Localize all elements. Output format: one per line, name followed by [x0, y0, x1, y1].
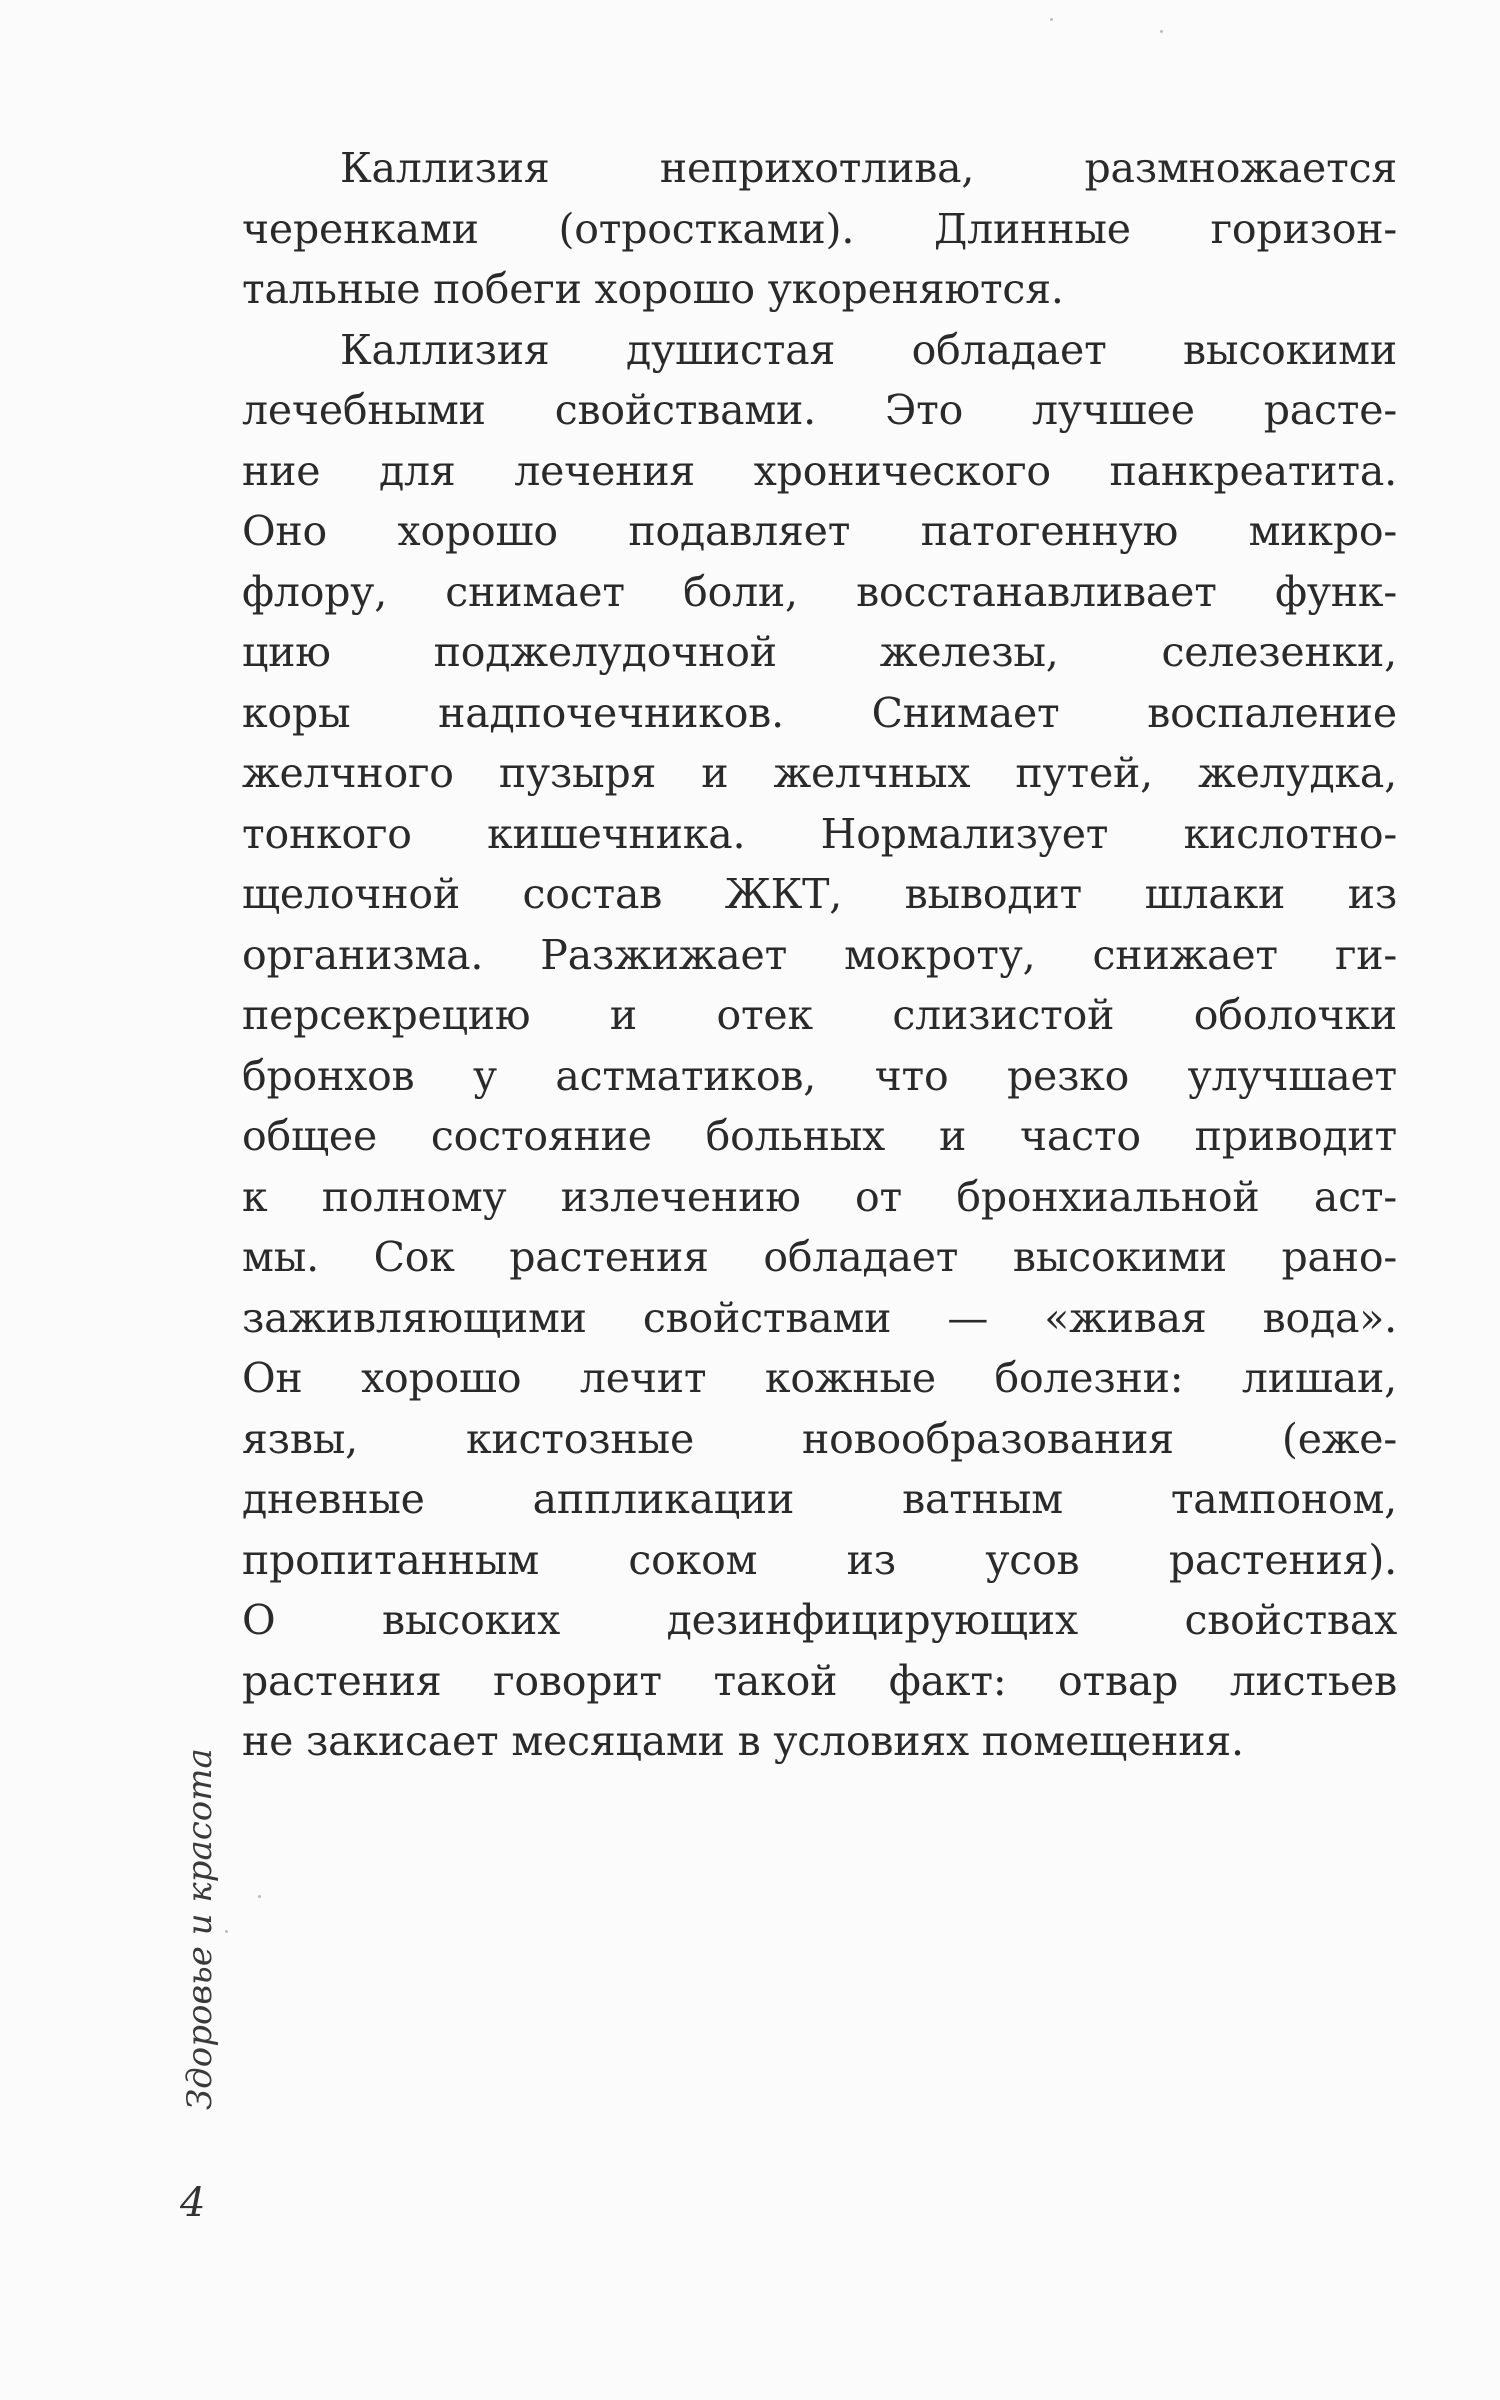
text-line: желчного пузыря и желчных путей, желудка, [242, 749, 1397, 797]
page-number: 4 [180, 2180, 206, 2226]
text-line: дневные аппликации ватным тампоном, [242, 1475, 1397, 1523]
text-line: флору, снимает боли, восстанавливает функ- [242, 567, 1397, 616]
text-line: мы. Сок растения обладает высокими рано- [242, 1233, 1397, 1281]
text-line: Оно хорошо подавляет патогенную микро- [242, 507, 1397, 555]
text-line: цию поджелудочной железы, селезенки, [242, 628, 1397, 676]
text-line: к полному излечению от бронхиальной аст- [242, 1172, 1397, 1221]
text-line: персекрецию и отек слизистой оболочки [242, 991, 1397, 1039]
body-text [242, 138, 1397, 1772]
scan-speck [1160, 30, 1163, 33]
text-line: черенками (отростками). Длинные горизон- [242, 204, 1397, 253]
text-line: организма. Разжижает мокроту, снижает ги- [242, 930, 1397, 979]
text-line: тонкого кишечника. Нормализует кислотно- [242, 809, 1397, 858]
text-line: Каллизия душистая обладает высокими [340, 325, 1397, 374]
text-line: ние для лечения хронического панкреатита. [242, 446, 1397, 495]
scan-speck [258, 1895, 261, 1898]
text-line: лечебными свойствами. Это лучшее расте- [242, 386, 1397, 434]
text-line: бронхов у астматиков, что резко улучшает [242, 1051, 1397, 1100]
text-line: Он хорошо лечит кожные болезни: лишаи, [242, 1354, 1397, 1402]
text-line: заживляющими свойствами — «живая вода». [242, 1293, 1397, 1342]
text-line: коры надпочечников. Снимает воспаление [242, 688, 1397, 737]
running-head: Здоровье и красота [180, 1748, 220, 2110]
text-line: язвы, кистозные новообразования (еже- [242, 1414, 1397, 1463]
text-line: щелочной состав ЖКТ, выводит шлаки из [242, 870, 1397, 918]
text-line: О высоких дезинфицирующих свойствах [242, 1596, 1397, 1644]
text-line: не закисает месяцами в условиях помещения. [242, 1717, 1244, 1765]
scan-speck [1050, 18, 1053, 21]
text-line: пропитанным соком из усов растения). [242, 1535, 1397, 1584]
text-line: Каллизия неприхотлива, размножается [340, 144, 1397, 192]
text-line: тальные побеги хорошо укореняются. [242, 265, 1064, 313]
text-line: общее состояние больных и часто приводит [242, 1112, 1397, 1160]
text-line: растения говорит такой факт: отвар листьев [242, 1656, 1397, 1705]
scan-speck [225, 1930, 228, 1933]
